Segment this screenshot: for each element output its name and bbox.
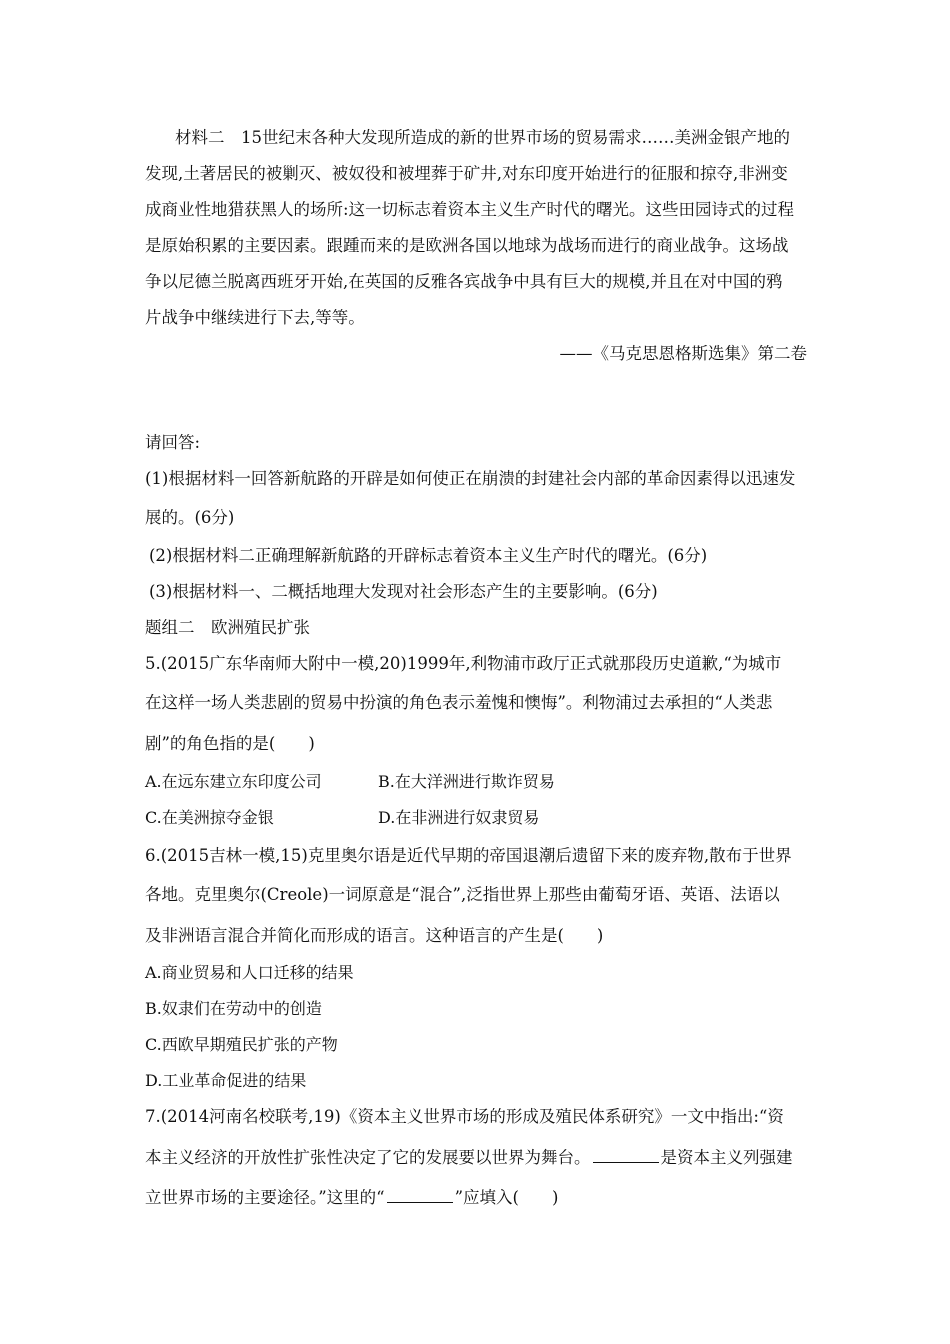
material-2-line: 争以尼德兰脱离西班牙开始,在英国的反雅各宾战争中具有巨大的规模,并且在对中国的鸦 [145, 272, 783, 291]
question-text: 本主义经济的开放性扩张性决定了它的发展要以世界为舞台。 [145, 1148, 591, 1167]
question-line: 展的。(6分) [145, 508, 235, 527]
questions-intro: 请回答: [145, 433, 201, 452]
material-2-citation: ——《马克思恩格斯选集》第二卷 [559, 344, 807, 363]
question-line [145, 1147, 805, 1169]
question-text: 是资本主义列强建 [660, 1148, 793, 1167]
material-2-line: 片战争中继续进行下去,等等。 [145, 308, 365, 327]
question-text: 立世界市场的主要途径。”这里的“ [145, 1188, 385, 1207]
question-2: (2)根据材料二正确理解新航路的开辟标志着资本主义生产时代的曙光。(6分) [149, 546, 708, 565]
answer-blank[interactable] [593, 1148, 659, 1163]
question-line: 7.(2014河南名校联考,19)《资本主义世界市场的形成及殖民体系研究》一文中指出:“资 [145, 1107, 784, 1126]
question-line: 剧”的角色指的是( ) [145, 734, 315, 753]
option-d: D.在非洲进行奴隶贸易 [378, 808, 540, 827]
question-text: ”应填入( ) [454, 1188, 559, 1207]
question-line: 6.(2015吉林一模,15)克里奥尔语是近代早期的帝国退潮后遗留下来的废弃物,散布于世界 [145, 846, 792, 865]
option-c: C.在美洲掠夺金银 [145, 808, 274, 827]
question-line: 各地。克里奥尔(Creole)一词原意是“混合”,泛指世界上那些由葡萄牙语、英语、法语以 [145, 885, 780, 904]
option-a: A.在远东建立东印度公司 [145, 772, 322, 791]
material-2-line: 是原始积累的主要因素。跟踵而来的是欧洲各国以地球为战场而进行的商业战争。这场战 [145, 236, 789, 255]
option-b: B.奴隶们在劳动中的创造 [145, 999, 322, 1018]
option-c: C.西欧早期殖民扩张的产物 [145, 1035, 338, 1054]
option-d: D.工业革命促进的结果 [145, 1071, 307, 1090]
question-line: (1)根据材料一回答新航路的开辟是如何使正在崩溃的封建社会内部的革命因素得以迅速发 [145, 469, 796, 488]
question-3: (3)根据材料一、二概括地理大发现对社会形态产生的主要影响。(6分) [149, 582, 658, 601]
question-line: 5.(2015广东华南师大附中一模,20)1999年,利物浦市政厅正式就那段历史道歉,“为城市 [145, 654, 782, 673]
group-2-title: 题组二 欧洲殖民扩张 [145, 618, 310, 637]
question-line: 及非洲语言混合并简化而形成的语言。这种语言的产生是( ) [145, 926, 604, 945]
option-a: A.商业贸易和人口迁移的结果 [145, 963, 354, 982]
question-line [145, 1187, 805, 1209]
material-2-line: 发现,土著居民的被剿灭、被奴役和被埋葬于矿井,对东印度开始进行的征服和掠夺,非洲变 [145, 164, 788, 183]
answer-blank[interactable] [387, 1188, 453, 1203]
material-2-line: 材料二 15世纪末各种大发现所造成的新的世界市场的贸易需求……美洲金银产地的 [175, 128, 790, 147]
option-b: B.在大洋洲进行欺诈贸易 [378, 772, 555, 791]
question-line: 在这样一场人类悲剧的贸易中扮演的角色表示羞愧和懊悔”。利物浦过去承担的“人类悲 [145, 693, 773, 712]
material-2-line: 成商业性地猎获黑人的场所:这一切标志着资本主义生产时代的曙光。这些田园诗式的过程 [145, 200, 795, 219]
